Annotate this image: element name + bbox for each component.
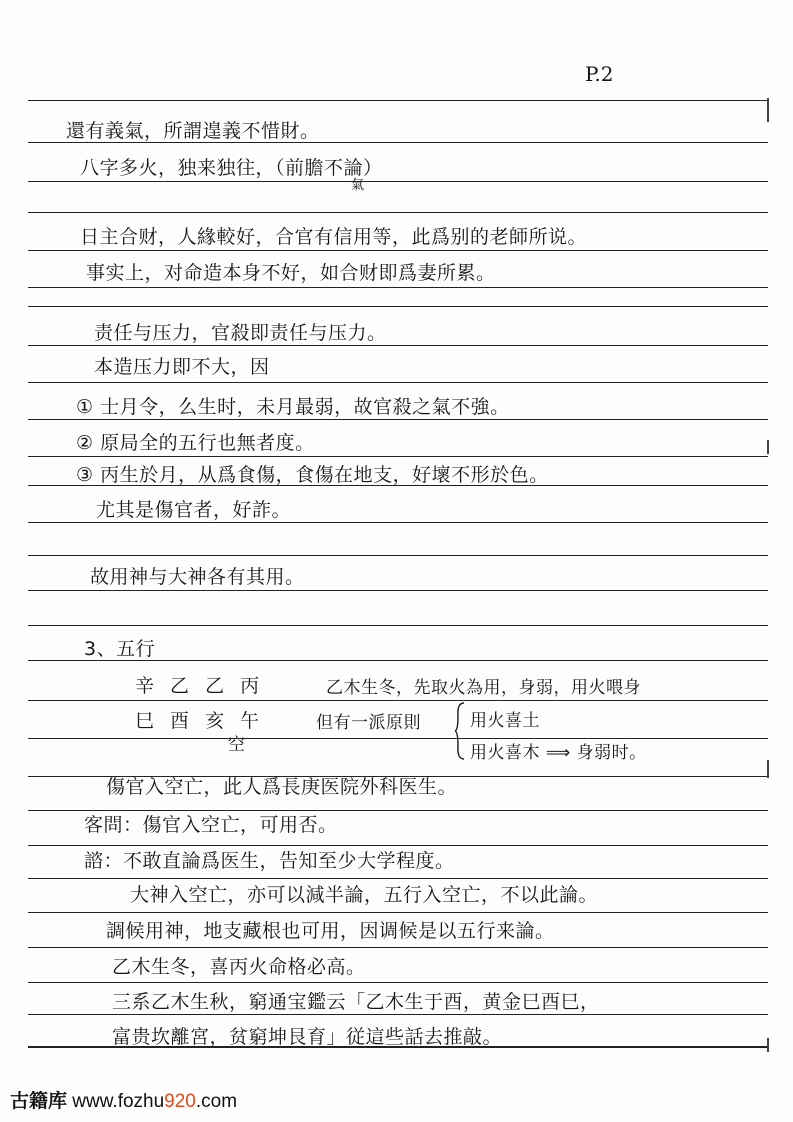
text-line-20: 富贵坎離宮，贫窮坤艮育」従這些話去推敲。 xyxy=(112,1026,503,1048)
text-line-5: 责任与压力，官殺即责任与压力。 xyxy=(94,322,387,344)
watermark-url-prefix: www.fozhu xyxy=(72,1091,165,1112)
text-line-18: 乙木生冬，喜丙火命格必高。 xyxy=(112,956,366,978)
text-line-2: 八字多火，独来独往，（前膽不論） xyxy=(80,157,383,179)
text-line-10: 尤其是傷官者，好詐。 xyxy=(96,499,292,521)
section-heading-wuxing: 3、五行 xyxy=(84,638,156,660)
chart-extra-mark: 空 xyxy=(228,735,246,755)
ruled-line xyxy=(28,912,768,913)
ruled-line xyxy=(28,456,768,457)
ruled-line xyxy=(28,555,768,556)
ruled-line xyxy=(28,982,768,983)
chart-note-2: 但有一派原則 xyxy=(316,713,421,733)
text-line-1: 還有義氣，所謂遑義不惜財。 xyxy=(66,120,320,142)
scan-edge-mark xyxy=(767,98,769,122)
ruled-line xyxy=(28,700,768,701)
text-line-17: 調候用神，地支藏根也可用，因调候是以五行来論。 xyxy=(106,920,555,942)
text-line-6: 本造压力即不大，因 xyxy=(94,356,270,378)
chart-stems: 辛 乙 乙 丙 xyxy=(135,675,265,697)
site-watermark xyxy=(10,1086,237,1113)
ruled-line xyxy=(28,947,768,948)
ruled-line xyxy=(28,306,768,307)
text-line-11: 故用神与大神各有其用。 xyxy=(90,566,305,588)
chart-note-3a: 用火喜土 xyxy=(470,711,540,731)
chart-branches: 巳 酉 亥 午 xyxy=(135,710,265,732)
scan-edge-mark xyxy=(767,760,769,778)
ruled-line xyxy=(28,181,768,182)
ruled-line xyxy=(28,738,768,739)
ruled-line xyxy=(28,1014,768,1015)
text-line-15: 諮：不敢直論爲医生，告知至少大学程度。 xyxy=(84,850,455,872)
ruled-line xyxy=(28,419,768,420)
text-line-7: ① 士月令，么生时，未月最弱，故官殺之氣不強。 xyxy=(76,396,510,418)
text-line-2-annotation: 氣 xyxy=(351,178,365,193)
scan-edge-mark xyxy=(767,1038,769,1052)
watermark-url-suffix: .com xyxy=(195,1091,238,1112)
page-number: P.2 xyxy=(585,62,614,86)
text-line-13: 傷官入空亡，此人爲長庚医院外科医生。 xyxy=(106,776,458,798)
text-line-3: 日主合财，人緣較好，合官有信用等，此爲别的老師所说。 xyxy=(80,226,588,248)
ruled-line xyxy=(28,878,768,879)
chart-note-3b: 用火喜木 ⟹ 身弱时。 xyxy=(470,743,647,763)
text-line-14: 客問：傷官入空亡，可用否。 xyxy=(84,814,338,836)
ruled-line xyxy=(28,100,768,101)
ruled-line xyxy=(28,345,768,346)
text-line-9: ③ 丙生於月，从爲食傷，食傷在地支，好壞不形於色。 xyxy=(76,464,549,486)
text-line-16: 大神入空亡，亦可以減半論，五行入空亡，不以此論。 xyxy=(130,884,599,906)
ruled-line xyxy=(28,287,768,288)
chart-note-1: 乙木生冬，先取火為用，身弱，用火喂身 xyxy=(326,678,641,698)
ruled-line xyxy=(28,590,768,591)
brace-icon xyxy=(455,702,465,760)
text-line-8: ② 原局全的五行也無者度。 xyxy=(76,432,315,454)
text-line-4: 事实上，对命造本身不好，如合财即爲妻所累。 xyxy=(86,262,496,284)
scan-edge-mark xyxy=(767,440,769,454)
watermark-brand: 古籍库 xyxy=(10,1091,68,1112)
ruled-line xyxy=(28,522,768,523)
ruled-line xyxy=(28,625,768,626)
ruled-line xyxy=(28,212,768,213)
ruled-line xyxy=(28,382,768,383)
text-line-19: 三系乙木生秋，窮通宝鑑云「乙木生于酉，黄金巳酉巳， xyxy=(112,991,600,1013)
ruled-line xyxy=(28,250,768,251)
watermark-url-number: 920 xyxy=(164,1091,196,1112)
